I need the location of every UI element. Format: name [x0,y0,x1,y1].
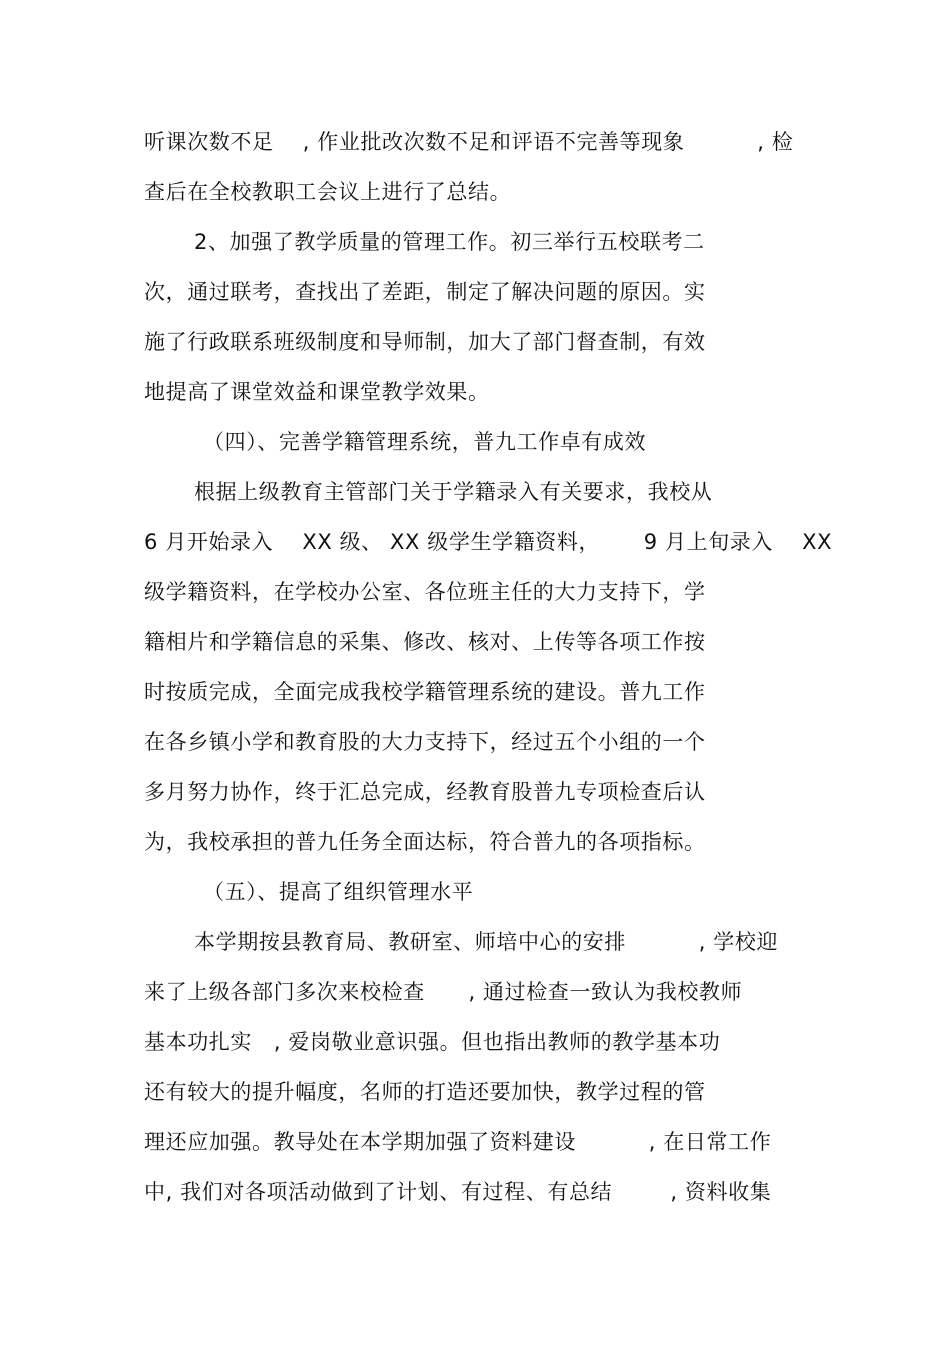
text-line-14: 多月努力协作，终于汇总完成，经教育股普九专项检查后认 [144,780,706,804]
text-line-12: 时按质完成，全面完成我校学籍管理系统的建设。普九工作 [144,680,706,704]
text-line-18: 来了上级各部门多次来校检查 , 通过检查一致认为我校教师 [144,980,743,1004]
section-heading-4: （四）、完善学籍管理系统，普九工作卓有成效 [203,430,647,454]
text-line-15: 为，我校承担的普九任务全面达标，符合普九的各项指标。 [144,830,706,854]
text-line-22: 中, 我们对各项活动做到了计划、有过程、有总结 , 资料收集 [144,1180,772,1204]
text-line-9: 6 月开始录入 XX 级、 XX 级学生学籍资料， 9 月上旬录入 XX [144,530,833,554]
text-line-8: 根据上级教育主管部门关于学籍录入有关要求，我校从 [194,480,713,504]
text-line-6: 地提高了课堂效益和课堂教学效果。 [144,380,490,404]
text-line-17: 本学期按县教育局、教研室、师培中心的安排 , 学校迎 [194,930,779,954]
text-line-13: 在各乡镇小学和教育股的大力支持下，经过五个小组的一个 [144,730,706,754]
text-line-21: 理还应加强。教导处在本学期加强了资料建设 , 在日常工作 [144,1130,772,1154]
text-line-1: 听课次数不足 , 作业批改次数不足和评语不完善等现象 , 检 [144,130,794,154]
text-line-5: 施了行政联系班级制度和导师制，加大了部门督查制，有效 [144,330,706,354]
text-line-2: 查后在全校教职工会议上进行了总结。 [144,180,512,204]
section-heading-5: （五）、提高了组织管理水平 [203,880,474,904]
text-line-20: 还有较大的提升幅度，名师的打造还要加快，教学过程的管 [144,1080,706,1104]
text-line-4: 次，通过联考，查找出了差距，制定了解决问题的原因。实 [144,280,706,304]
text-line-11: 籍相片和学籍信息的采集、修改、核对、上传等各项工作按 [144,630,706,654]
text-line-3: 2、加强了教学质量的管理工作。初三举行五校联考二 [194,230,705,254]
text-line-19: 基本功扎实 , 爱岗敬业意识强。但也指出教师的教学基本功 [144,1030,721,1054]
text-line-10: 级学籍资料，在学校办公室、各位班主任的大力支持下，学 [144,580,706,604]
